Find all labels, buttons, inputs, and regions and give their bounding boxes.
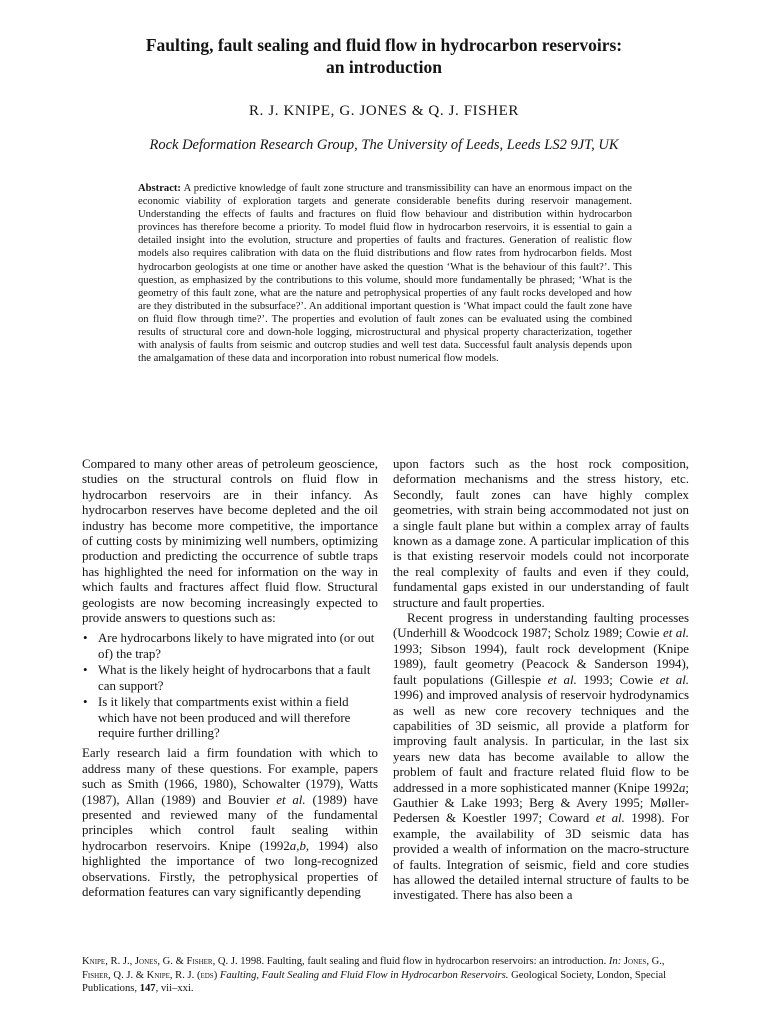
- text-run-italic: et al.: [659, 672, 690, 687]
- question-list-item: [82, 631, 378, 662]
- text-run: , 1994) also highlighted the importance of two long-recognized observations. Firstly, the petrophysical properties of deformation features can vary significantly depending: [82, 838, 378, 899]
- citation-editors: Jones, G., Fisher, Q. J. & Knipe, R. J. (eds): [82, 956, 665, 981]
- text-run: ; Gauthier & Lake 1993; Berg & Avery 1995; Møller-Pedersen & Koestler 1997; Coward: [393, 780, 689, 826]
- citation-authors: Knipe, R. J., Jones, G. & Fisher, Q. J.: [82, 956, 238, 967]
- citation-publisher: Geological Society, London, Special Publications,: [82, 969, 667, 994]
- citation-book-title: Faulting, Fault Sealing and Fluid Flow in Hydrocarbon Reservoirs.: [219, 969, 509, 981]
- paper-title-line-1: Faulting, fault sealing and fluid flow in hydrocarbon reservoirs:: [145, 35, 623, 55]
- question-text: Is it likely that compartments exist within a field which have not been produced and will therefore require further drilling?: [98, 695, 351, 740]
- text-run: Early research laid a firm foundation with which to address many of these questions. For example, papers such as Smith (1966, 1980), Schowalter (1979), Watts (1987), Allan (1989) and Bouvier: [82, 746, 378, 807]
- citation-pages: , vii–xxi.: [155, 983, 194, 994]
- question-text: Are hydrocarbons likely to have migrated into (or out of) the trap?: [98, 631, 375, 661]
- text-run-italic: et al.: [662, 626, 689, 641]
- recent-progress-paragraph: [393, 611, 689, 904]
- paper-title-line-2: an introduction: [326, 57, 442, 77]
- text-run: 1993; Cowie: [576, 672, 660, 687]
- citation-year-title: 1998. Faulting, fault sealing and fluid flow in hydrocarbon reservoirs: an introduction.: [237, 956, 609, 967]
- continuation-paragraph: upon factors such as the host rock composition, deformation mechanisms and the stress history, etc. Secondly, fault zones can have highly complex geometries, with strain being accommodated not just on a single fault plane but within a complex array of faults known as a damage zone. A particular implication of this is that existing reservoir models could not incorporate the real complexity of faults and even if they could, fundamental gaps existed in our understanding of fault structure and fault properties.: [393, 457, 689, 610]
- early-research-paragraph: [82, 746, 378, 900]
- text-run: Recent progress in understanding faulting processes (Underhill & Woodcock 1987; Scholz 1989; Cowie: [393, 611, 689, 641]
- citation-volume: 147: [139, 983, 156, 994]
- abstract: [138, 182, 632, 365]
- paper-title: [0, 34, 768, 78]
- author-affiliation: Rock Deformation Research Group, The University of Leeds, Leeds LS2 9JT, UK: [149, 137, 619, 153]
- text-run-italic: et al.: [276, 792, 306, 807]
- text-run-italic: et al.: [595, 811, 625, 826]
- body-column-left: [82, 457, 378, 900]
- text-run: 1993; Sibson 1994), fault rock development (Knipe 1989), fault geometry (Peacock & Sanderson 1994), fault populations (Gillespie: [393, 641, 689, 687]
- bullet-icon: •: [83, 631, 88, 646]
- text-run: 1996) and improved analysis of reservoir hydrodynamics as well as new core recovery techniques and the capabilities of 3D seismic, all provide a platform for improving fault analysis. In particular, in the last six years new data has become available to allow the problem of fault and fracture related fluid flow to be addressed in a more sophisticated manner (Knipe 1992: [393, 688, 689, 795]
- bullet-icon: •: [83, 695, 88, 710]
- abstract-label: Abstract:: [138, 183, 181, 194]
- text-run-italic: et al.: [547, 672, 577, 687]
- abstract-text: A predictive knowledge of fault zone structure and transmissibility can have an enormous impact on the economic viability of exploration targets and generate considerable benefits during reservoir management. Understanding the effects of faults and fractures on fluid flow behaviour and distribution within hydrocarbon provinces has therefore become a priority. To model fluid flow in hydrocarbon reservoirs, it is essential to gain a detailed insight into the evolution, structure and properties of faults and fractures. Generation of realistic flow models also requires calibration with data on the fluid distributions and flow rates from hydrocarbon fields. Most hydrocarbon geologists at one time or another have asked the question ‘What is the behaviour of this fault?’. This question, as emphasized by the contributions to this volume, should more fundamentally be phrased; ‘What is the geometry of this fault zone, what are the nature and petrophysical properties of any fault rocks developed and how are they distributed in the subsurface?’. An additional important question is ‘What impact could the fault zone have on fluid flow through time?’. The properties and evolution of fault zones can be evaluated using the combined results of structural core and down-hole logging, microstructural and physical property characterization, together with analysis of faults from seismic and outcrop studies and well test data. Successful fault analysis depends upon the amalgamation of these data and incorporation into robust numerical flow models.: [138, 183, 632, 365]
- question-list-item: [82, 695, 378, 741]
- text-run: (1989) have presented and reviewed many of the fundamental principles which control fault sealing within hydrocarbon reservoirs. Knipe (1992: [82, 792, 378, 853]
- question-list: [82, 631, 378, 741]
- question-text: What is the likely height of hydrocarbons that a fault can support?: [98, 663, 371, 693]
- text-run: 1998). For example, the availability of 3D seismic data has provided a wealth of information on the macro-structure of faults. Integration of seismic, field and core studies has allowed the detailed internal structure of faults to be investigated. There has also been a: [393, 811, 689, 903]
- bullet-icon: •: [83, 663, 88, 678]
- intro-paragraph: Compared to many other areas of petroleum geoscience, studies on the structural controls on fluid flow in hydrocarbon reservoirs are in their infancy. As hydrocarbon reserves have become depleted and the oil industry has become more competitive, the importance of cutting costs by minimizing well numbers, optimizing production and predicting the occurrence of subtle traps has highlighted the need for information on the way in which faults and fractures affect fluid flow. Structural geologists are now becoming increasingly expected to provide answers to questions such as:: [82, 457, 378, 626]
- body-column-right: [393, 457, 689, 904]
- citation-footer: [82, 955, 690, 996]
- question-list-item: [82, 663, 378, 694]
- citation-in: In:: [608, 956, 622, 967]
- text-run-italic: a,b: [289, 838, 306, 853]
- text-run-italic: a: [678, 780, 686, 795]
- author-list: R. J. KNIPE, G. JONES & Q. J. FISHER: [249, 103, 519, 119]
